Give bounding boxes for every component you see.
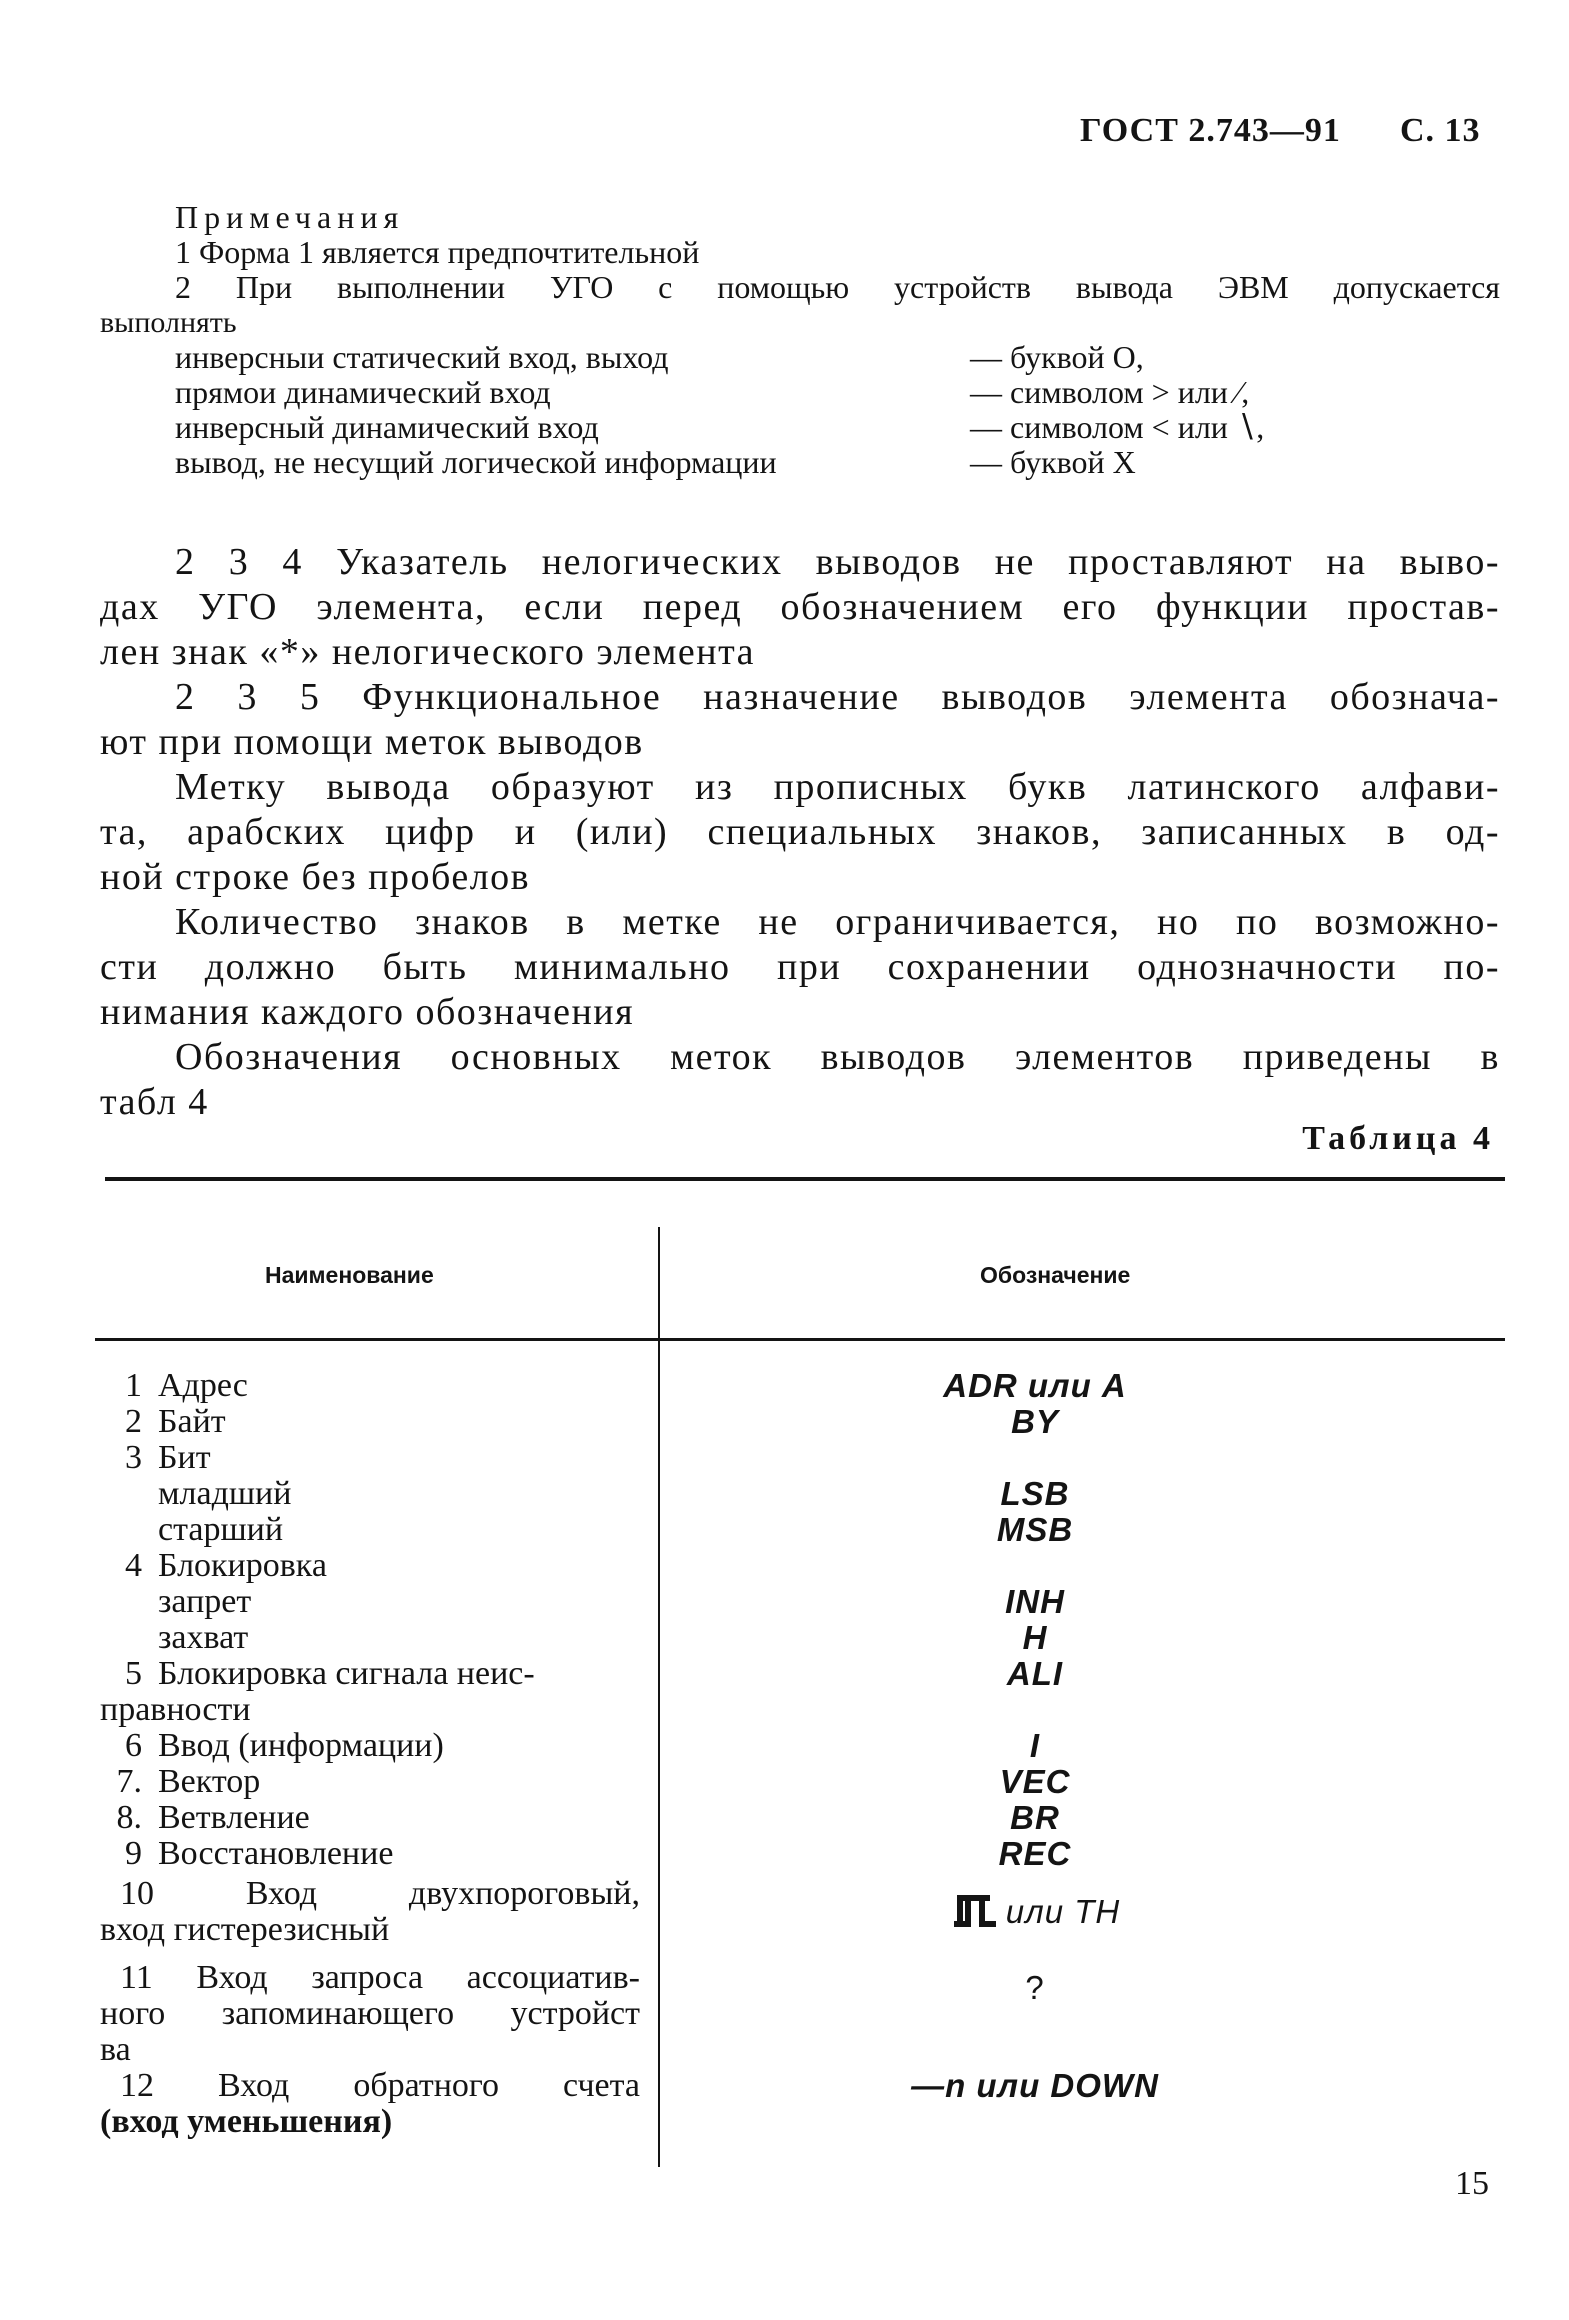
note-row-value: — буквой X — [970, 444, 1136, 480]
hysteresis-icon — [950, 1894, 1000, 1928]
row-number: 1 — [125, 1367, 142, 1404]
paragraph-label-forming — [100, 765, 1500, 900]
row-name: Бит — [158, 1439, 211, 1476]
note-row-value: — символом > или ⁄, — [970, 374, 1250, 410]
row-symbol: ADR или A — [943, 1367, 1127, 1404]
note-item-1: 1 Форма 1 является предпочтительной — [175, 234, 700, 270]
note-row-label: инверсный динамический вход — [175, 409, 599, 445]
note-row-value: — буквой О, — [970, 339, 1144, 375]
row-name: младший — [158, 1475, 292, 1512]
p2-line-1: 2 3 5 Функциональное назначение выводов элемента обознача- — [175, 676, 1500, 718]
row-name: запрет — [158, 1583, 252, 1620]
p5-line-1: Обозначения основных меток выводов элементов приведены в — [175, 1036, 1500, 1078]
note-row-1 — [100, 340, 1500, 375]
row-symbol: VEC — [999, 1763, 1071, 1800]
paragraph-sign-count — [100, 900, 1500, 1035]
note-item-2-cont: выполнять — [100, 306, 237, 339]
row-name: Блокировка — [158, 1547, 327, 1584]
note-row-3 — [100, 410, 1500, 445]
row-symbol: ? — [1025, 1969, 1045, 2006]
row-number: 11 — [120, 1959, 153, 1996]
note-row-label: инверсныи статический вход, выход — [175, 339, 669, 375]
row-name-cont: (вход уменьшения) — [100, 2103, 393, 2140]
row-number: 3 — [125, 1439, 142, 1476]
table-row — [100, 2068, 1500, 2140]
row-symbol: или TH — [1005, 1893, 1121, 1930]
row-number: 8. — [116, 1799, 142, 1836]
row-name: Вектор — [158, 1763, 261, 1800]
table-row — [100, 1512, 1500, 1548]
note-row-label: прямои динамический вход — [175, 374, 551, 410]
row-name: Ветвление — [158, 1799, 310, 1836]
table-top-rule — [105, 1177, 1505, 1181]
table-row — [100, 1764, 1500, 1800]
p4-line-2: сти должно быть минимально при сохранении однозначности по- — [100, 946, 1500, 988]
row-symbol: LSB — [1000, 1475, 1070, 1512]
row-name: Ввод (информации) — [158, 1727, 444, 1764]
row-number: 7. — [116, 1763, 142, 1800]
table-row — [100, 1440, 1500, 1476]
table-header-rule — [95, 1338, 1505, 1341]
document-page-label: С. 13 — [1400, 112, 1481, 149]
table-row — [100, 1548, 1500, 1584]
row-symbol: REC — [998, 1835, 1072, 1872]
p4-line-1: Количество знаков в метке не ограничивается, но по возможно- — [175, 901, 1500, 943]
note-row-label: вывод, не несущий логической информации — [175, 444, 777, 480]
row-number: 10 — [120, 1875, 154, 1912]
p1-line-1: 2 3 4 Указатель нелогических выводов не проставляют на выво- — [175, 541, 1500, 583]
p5-line-2: табл 4 — [100, 1081, 209, 1123]
row-name: Блокировка сигнала неис- — [158, 1655, 535, 1692]
note-row-value: — символом < или ∖, — [970, 409, 1265, 445]
table-row — [100, 1876, 1500, 1948]
table-row — [100, 1836, 1500, 1872]
table-row — [100, 1728, 1500, 1764]
row-symbol: BR — [1010, 1799, 1060, 1836]
note-item-2 — [100, 270, 1500, 305]
row-name: Вход двухпороговый, — [245, 1875, 640, 1912]
document-standard: ГОСТ 2.743—91 — [1080, 112, 1341, 149]
row-symbol: INH — [1005, 1583, 1065, 1620]
table-row — [100, 1368, 1500, 1404]
row-symbol: I — [1029, 1727, 1041, 1764]
row-symbol-wrap — [760, 1894, 1310, 1930]
p2-line-2: ют при помощи меток выводов — [100, 721, 644, 763]
note-row-4 — [100, 445, 1500, 480]
notes-block — [100, 200, 1500, 480]
p1-line-2: дах УГО элемента, если перед обозначением его функции простав- — [100, 586, 1500, 628]
row-name: Вход запроса ассоциатив- — [196, 1959, 640, 1996]
row-name: старший — [158, 1511, 284, 1548]
table-row — [100, 1404, 1500, 1440]
table-row — [100, 1656, 1500, 1728]
table-body — [100, 1368, 1500, 2140]
table-row — [100, 1800, 1500, 1836]
row-name: Восстановление — [158, 1835, 394, 1872]
note-row-2 — [100, 375, 1500, 410]
row-name-cont: вход гистерезисный — [100, 1911, 390, 1948]
column-header-symbol: Обозначение — [980, 1262, 1131, 1288]
table-row — [100, 1476, 1500, 1512]
row-name-cont: ва — [100, 2031, 131, 2068]
row-symbol: BY — [1011, 1403, 1059, 1440]
row-symbol: H — [1022, 1619, 1048, 1656]
row-name-cont: ного запоминающего устройст — [100, 1995, 640, 2032]
p3-line-2: та, арабских цифр и (или) специальных знаков, записанных в од- — [100, 811, 1500, 853]
table-row — [100, 1584, 1500, 1620]
table-row — [100, 1960, 1500, 2068]
row-name: захват — [158, 1619, 249, 1656]
row-number: 5 — [125, 1655, 142, 1692]
row-symbol: —n или DOWN — [911, 2067, 1159, 2104]
row-number: 2 — [125, 1403, 142, 1440]
row-number: 12 — [120, 2067, 154, 2104]
row-number: 4 — [125, 1547, 142, 1584]
row-name-cont: правности — [100, 1691, 251, 1728]
p3-line-1: Метку вывода образуют из прописных букв латинского алфави- — [175, 766, 1500, 808]
row-name: Адрес — [158, 1367, 248, 1404]
p1-line-3: лен знак «*» нелогического элемента — [100, 631, 756, 673]
paragraph-table-ref — [100, 1035, 1500, 1125]
table-row — [100, 1620, 1500, 1656]
paragraph-2-3-5 — [100, 675, 1500, 765]
p4-line-3: нимания каждого обозначения — [100, 991, 635, 1033]
column-header-name: Наименование — [265, 1262, 434, 1288]
page-number: 15 — [1455, 2165, 1489, 2202]
row-name: Байт — [158, 1403, 226, 1440]
row-number: 9 — [125, 1835, 142, 1872]
row-name: Вход обратного счета — [218, 2067, 641, 2104]
table-caption: Таблица 4 — [1302, 1120, 1494, 1157]
note-item-2-text: 2 При выполнении УГО с помощью устройств вывода ЭВМ допускается — [175, 269, 1500, 305]
row-number: 6 — [125, 1727, 142, 1764]
notes-title: Примечания — [175, 199, 405, 235]
paragraph-2-3-4 — [100, 540, 1500, 675]
body-text — [100, 540, 1500, 1125]
p3-line-3: ной строке без пробелов — [100, 856, 531, 898]
row-symbol: ALI — [1006, 1655, 1064, 1692]
row-symbol: MSB — [996, 1511, 1074, 1548]
